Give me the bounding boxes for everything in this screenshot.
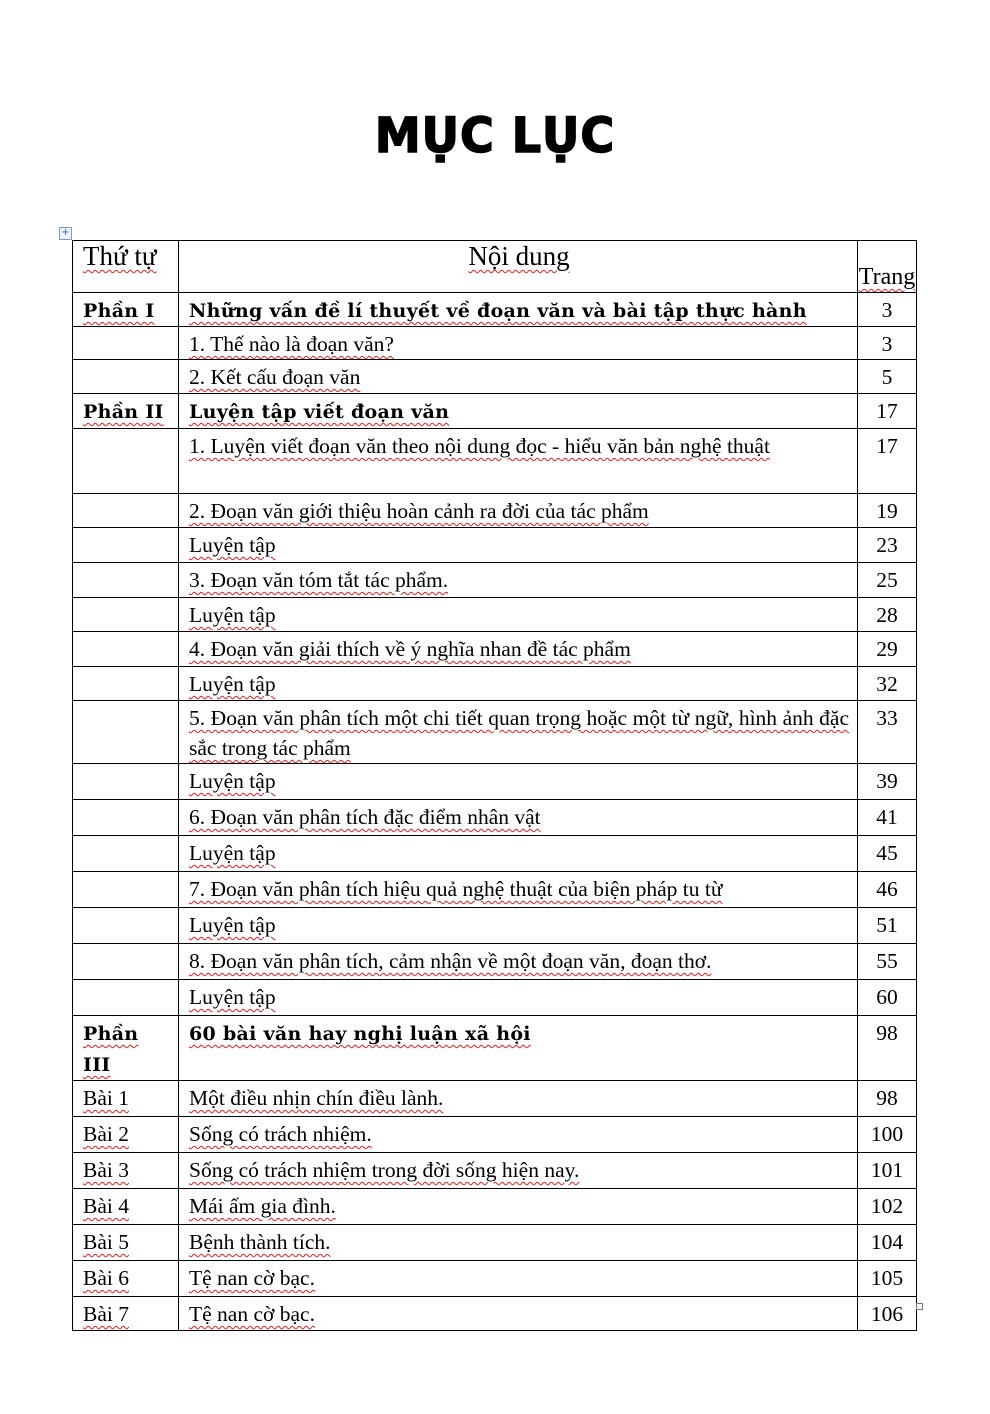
toc-content: Mái ấm gia đình. [189, 1194, 336, 1218]
toc-content: 2. Đoạn văn giới thiệu hoàn cảnh ra đời của tác phẩm [189, 499, 649, 523]
toc-row [73, 1189, 917, 1225]
toc-row [73, 598, 917, 632]
toc-content: Luyện tập [189, 985, 276, 1009]
toc-content: 6. Đoạn văn phân tích đặc điểm nhân vật [189, 805, 541, 829]
toc-content: Luyện tập [189, 603, 276, 627]
table-resize-handle[interactable] [916, 1303, 923, 1310]
toc-page: 55 [876, 949, 898, 973]
toc-page: 3 [881, 332, 893, 356]
table-header-row [73, 241, 917, 293]
toc-content: 4. Đoạn văn giải thích về ý nghĩa nhan đề tác phẩm [189, 637, 631, 661]
toc-page: 105 [870, 1266, 904, 1290]
toc-row [73, 800, 917, 836]
toc-page: 46 [876, 877, 898, 901]
toc-page: 45 [876, 841, 898, 865]
toc-row [73, 1297, 917, 1331]
toc-row [73, 1016, 917, 1081]
toc-row [73, 429, 917, 494]
toc-row [73, 632, 917, 667]
toc-content: 2. Kết cấu đoạn văn [189, 365, 361, 389]
toc-row [73, 764, 917, 800]
toc-page: 98 [876, 1021, 898, 1045]
toc-row [73, 944, 917, 980]
toc-content: Luyện tập [189, 672, 276, 696]
toc-row [73, 494, 917, 528]
toc-content: 60 bài văn hay nghị luận xã hội [189, 1023, 531, 1045]
toc-order: Phần I [83, 300, 155, 322]
toc-row [73, 836, 917, 872]
toc-content: Sống có trách nhiệm. [189, 1122, 372, 1146]
toc-order: Bài 6 [83, 1266, 129, 1290]
toc-row [73, 980, 917, 1016]
toc-content: Tệ nan cờ bạc. [189, 1302, 315, 1326]
toc-content: 1. Thế nào là đoạn văn? [189, 332, 394, 356]
toc-row [73, 1225, 917, 1261]
toc-content: Luyện tập [189, 913, 276, 937]
toc-page: 32 [876, 672, 898, 696]
toc-content: 7. Đoạn văn phân tích hiệu quả nghệ thuật của biện pháp tu từ [189, 877, 723, 901]
table-of-contents [72, 240, 917, 1331]
toc-content: 5. Đoạn văn phân tích một chi tiết quan trọng hoặc một từ ngữ, hình ảnh đặc sắc trong tác phẩm [189, 706, 849, 760]
toc-page: 101 [870, 1158, 904, 1182]
toc-page: 104 [870, 1230, 904, 1254]
toc-row [73, 1117, 917, 1153]
toc-row [73, 701, 917, 764]
toc-order: Bài 7 [83, 1302, 129, 1326]
toc-content: Những vấn đề lí thuyết về đoạn văn và bài tập thực hành [189, 300, 807, 322]
toc-page: 106 [870, 1302, 904, 1326]
toc-content: Tệ nan cờ bạc. [189, 1266, 315, 1290]
toc-page: 39 [876, 769, 898, 793]
toc-row [73, 872, 917, 908]
toc-order: Bài 4 [83, 1194, 129, 1218]
toc-content: 1. Luyện viết đoạn văn theo nội dung đọc - hiểu văn bản nghệ thuật [189, 434, 770, 458]
toc-page: 25 [876, 568, 898, 592]
toc-page: 17 [876, 399, 898, 423]
header-content: Nội dung [468, 241, 570, 271]
toc-page: 29 [876, 637, 898, 661]
toc-row [73, 1081, 917, 1117]
toc-page: 60 [876, 985, 898, 1009]
header-order: Thứ tự [83, 241, 157, 271]
table-move-handle-icon[interactable]: + [59, 227, 72, 240]
toc-order: Bài 2 [83, 1122, 129, 1146]
toc-page: 51 [876, 913, 898, 937]
toc-content: Luyện tập [189, 533, 276, 557]
toc-order: Phần III [83, 1023, 139, 1076]
toc-content: Luyện tập [189, 841, 276, 865]
toc-row [73, 563, 917, 598]
toc-order: Bài 1 [83, 1086, 129, 1110]
toc-row [73, 528, 917, 563]
toc-page: 23 [876, 533, 898, 557]
toc-order: Bài 3 [83, 1158, 129, 1182]
toc-row [73, 1153, 917, 1189]
toc-content: 3. Đoạn văn tóm tắt tác phẩm. [189, 568, 449, 592]
toc-page: 33 [876, 706, 898, 730]
toc-row [73, 394, 917, 429]
toc-order: Bài 5 [83, 1230, 129, 1254]
toc-page: 102 [870, 1194, 904, 1218]
toc-content: Một điều nhịn chín điều lành. [189, 1086, 444, 1110]
toc-row [73, 1261, 917, 1297]
toc-content: Luyện tập viết đoạn văn [189, 401, 450, 423]
toc-row [73, 360, 917, 394]
header-page: Trang [858, 264, 916, 290]
toc-page: 5 [881, 365, 893, 389]
page-title: MỤC LỤC [374, 106, 616, 164]
toc-row [73, 327, 917, 360]
toc-page: 17 [876, 434, 898, 458]
toc-order: Phần II [83, 401, 164, 423]
toc-content: Luyện tập [189, 769, 276, 793]
toc-content: 8. Đoạn văn phân tích, cảm nhận về một đoạn văn, đoạn thơ. [189, 949, 712, 973]
toc-page: 41 [876, 805, 898, 829]
toc-page: 98 [876, 1086, 898, 1110]
toc-content: Bệnh thành tích. [189, 1230, 331, 1254]
toc-content: Sống có trách nhiệm trong đời sống hiện nay. [189, 1158, 580, 1182]
toc-page: 100 [870, 1122, 904, 1146]
toc-page: 28 [876, 603, 898, 627]
toc-page: 19 [876, 499, 898, 523]
toc-row [73, 667, 917, 701]
toc-row [73, 908, 917, 944]
toc-row [73, 293, 917, 327]
toc-page: 3 [881, 298, 893, 322]
